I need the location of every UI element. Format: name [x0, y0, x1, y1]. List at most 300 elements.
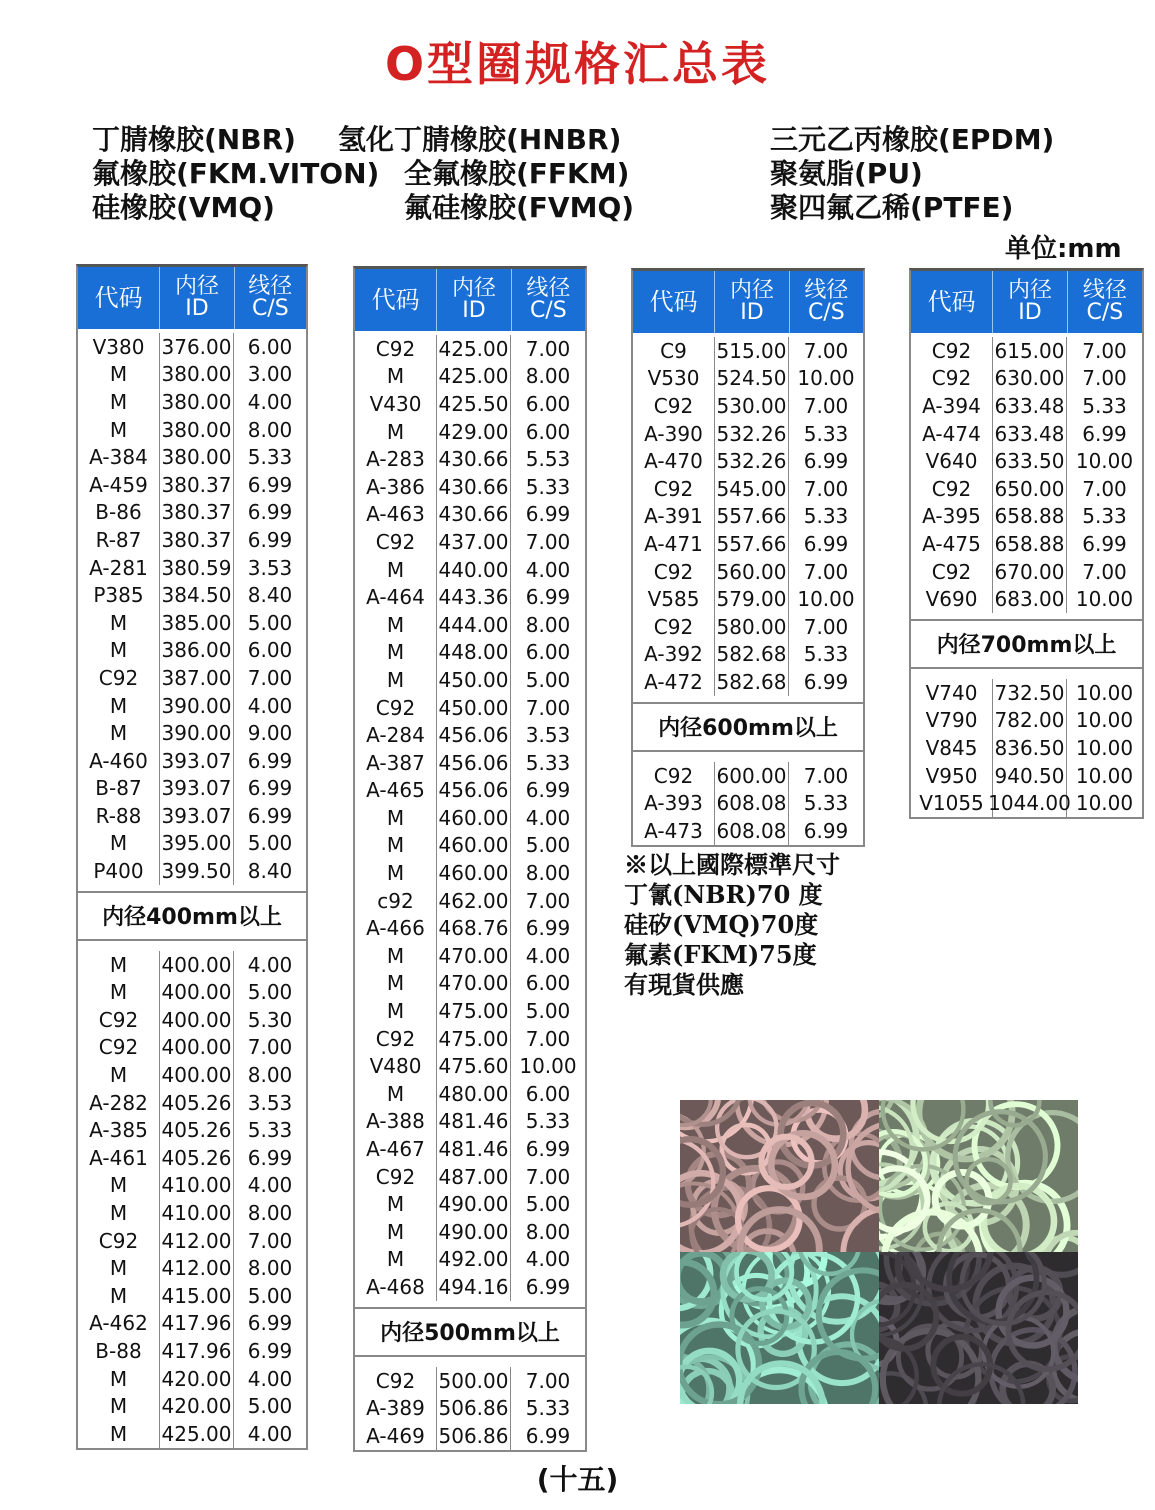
cell-id: 393.07 [160, 775, 234, 803]
spec-table-4 [909, 268, 1144, 819]
table-header [78, 267, 306, 329]
cell-code: M [355, 611, 437, 639]
cell-cs: 7.00 [525, 1026, 571, 1051]
cell-cs: 6.99 [803, 818, 849, 843]
cell-code: M [355, 363, 437, 391]
cell-code: A-469 [355, 1422, 437, 1450]
table-row [78, 471, 306, 499]
cell-code: M [78, 388, 160, 416]
table-row [633, 503, 863, 531]
table-row [633, 641, 863, 669]
cell-id: 376.00 [160, 333, 234, 361]
header-id [437, 269, 511, 331]
table-row [911, 530, 1142, 558]
cell-cs: 5.53 [525, 447, 571, 472]
cell-id: 633.48 [993, 420, 1067, 448]
cell-id: 430.66 [437, 501, 511, 529]
table-row [355, 997, 585, 1025]
section-band: 内径500mm以上 [355, 1307, 585, 1357]
cell-cs: 6.99 [525, 502, 571, 527]
table-row [78, 361, 306, 389]
cell-code: A-461 [78, 1144, 160, 1172]
cell-cs: 4.00 [247, 1366, 293, 1391]
cell-cs: 10.00 [1075, 763, 1134, 788]
page-title: O型圈规格汇总表 [384, 37, 771, 91]
cell-cs: 6.99 [247, 803, 293, 828]
cell-code: M [78, 1199, 160, 1227]
cell-code: C92 [911, 365, 993, 393]
cell-id: 380.37 [160, 499, 234, 527]
note-line: 硅矽(VMQ)70度 [624, 910, 819, 939]
cell-cs: 6.99 [525, 778, 571, 803]
cell-id: 460.00 [437, 804, 511, 832]
cell-id: 1044.00 [988, 791, 1071, 816]
cell-code: M [355, 556, 437, 584]
cell-code: A-394 [911, 392, 993, 420]
cell-id: 506.86 [437, 1394, 511, 1422]
cell-code: C9 [633, 337, 715, 365]
cell-code: C92 [911, 558, 993, 586]
cell-code: A-282 [78, 1089, 160, 1117]
cell-id: 420.00 [160, 1392, 234, 1420]
cell-id: 399.50 [160, 857, 234, 885]
cell-id: 732.50 [993, 679, 1067, 707]
cell-id: 385.00 [160, 609, 234, 637]
spec-table-2 [353, 266, 587, 1452]
table-row [78, 1365, 306, 1393]
header-cs-label: 线径 [804, 278, 849, 303]
table-row [911, 503, 1142, 531]
table-row [78, 499, 306, 527]
table-row [78, 1034, 306, 1062]
table-row [355, 1367, 585, 1395]
cell-code: M [355, 1190, 437, 1218]
table-row [355, 970, 585, 998]
cell-id: 425.00 [437, 335, 511, 363]
table-row [355, 418, 585, 446]
table-row [355, 1394, 585, 1422]
cell-id: 410.00 [160, 1199, 234, 1227]
table-row [78, 1199, 306, 1227]
cell-id: 582.68 [715, 641, 789, 669]
cell-id: 412.00 [160, 1254, 234, 1282]
cell-cs: 6.00 [525, 971, 571, 996]
cell-code: A-284 [355, 721, 437, 749]
cell-id: 500.00 [437, 1367, 511, 1395]
table-row [633, 613, 863, 641]
cell-code: C92 [355, 1367, 437, 1395]
note-line: 氟素(FKM)75度 [624, 940, 817, 969]
cell-code: V430 [355, 390, 437, 418]
cell-code: M [355, 639, 437, 667]
cell-cs: 3.53 [247, 555, 293, 580]
table-row [78, 581, 306, 609]
cell-id: 456.06 [437, 721, 511, 749]
table-row [355, 749, 585, 777]
table-row [355, 1218, 585, 1246]
oring-photo-grid [680, 1100, 1078, 1404]
cell-code: M [355, 666, 437, 694]
cell-id: 393.07 [160, 802, 234, 830]
table-row [78, 1254, 306, 1282]
table-row [355, 1190, 585, 1218]
header-cs-label: 线径 [248, 274, 293, 299]
cell-code: A-393 [633, 789, 715, 817]
cell-code: V845 [911, 734, 993, 762]
material-hnbr: 氢化丁腈橡胶(HNBR) [338, 123, 622, 156]
cell-code: A-459 [78, 471, 160, 499]
cell-cs: 7.00 [803, 614, 849, 639]
cell-cs: 8.00 [247, 1256, 293, 1281]
cell-cs: 7.00 [1082, 476, 1127, 501]
cell-code: M [355, 859, 437, 887]
table-row [911, 447, 1142, 475]
cell-cs: 7.00 [247, 1035, 293, 1060]
material-ptfe: 聚四氟乙稀(PTFE) [770, 191, 1014, 224]
table-row [78, 1420, 306, 1448]
cell-id: 443.36 [437, 583, 511, 611]
material-ffkm: 全氟橡胶(FFKM) [404, 157, 630, 190]
cell-cs: 5.00 [247, 831, 293, 856]
cell-cs: 10.00 [1075, 735, 1134, 760]
cell-id: 448.00 [437, 639, 511, 667]
header-code-label: 代码 [371, 286, 420, 314]
cell-cs: 8.00 [247, 417, 293, 442]
section-band: 内径700mm以上 [911, 619, 1142, 669]
header-id-label: 内径 [174, 274, 219, 299]
cell-id: 425.00 [160, 1420, 234, 1448]
header-code [355, 269, 437, 331]
table-row [355, 639, 585, 667]
cell-code: V380 [78, 333, 160, 361]
cell-id: 836.50 [993, 734, 1067, 762]
table-row [355, 1052, 585, 1080]
table-row [355, 1108, 585, 1136]
note-line: ※以上國際標準尺寸 [624, 850, 840, 879]
cell-id: 390.00 [160, 692, 234, 720]
header-code [633, 271, 715, 333]
cell-code: P385 [78, 581, 160, 609]
cell-id: 650.00 [993, 475, 1067, 503]
header-id-en: ID [1018, 300, 1042, 325]
cell-code: M [355, 1080, 437, 1108]
cell-id: 524.50 [715, 365, 789, 393]
cell-cs: 10.00 [519, 1054, 577, 1079]
cell-code: A-390 [633, 420, 715, 448]
cell-code: A-395 [911, 503, 993, 531]
cell-cs: 6.99 [525, 1274, 571, 1299]
cell-code: M [78, 1254, 160, 1282]
cell-id: 400.00 [160, 1006, 234, 1034]
table-row [78, 1006, 306, 1034]
cell-id: 425.00 [437, 363, 511, 391]
cell-code: R-88 [78, 802, 160, 830]
cell-code: C92 [355, 335, 437, 363]
table-row [355, 694, 585, 722]
cell-code: M [78, 719, 160, 747]
table-row [911, 475, 1142, 503]
cell-code: A-466 [355, 914, 437, 942]
section-band: 内径600mm以上 [633, 702, 863, 752]
cell-code: V690 [911, 585, 993, 613]
cell-cs: 6.99 [525, 916, 571, 941]
cell-id: 410.00 [160, 1172, 234, 1200]
cell-cs: 8.00 [525, 1219, 571, 1244]
cell-code: A-388 [355, 1108, 437, 1136]
cell-cs: 6.00 [525, 1081, 571, 1106]
cell-cs: 6.99 [525, 1423, 571, 1448]
cell-id: 400.00 [160, 978, 234, 1006]
table-row [355, 942, 585, 970]
page-number: (十五) [536, 1463, 619, 1496]
cell-cs: 4.00 [525, 557, 571, 582]
cell-cs: 7.00 [525, 529, 571, 554]
cell-code: C92 [633, 762, 715, 790]
cell-code: A-387 [355, 749, 437, 777]
header-code [78, 267, 160, 329]
cell-cs: 6.99 [247, 748, 293, 773]
header-id-label: 内径 [1007, 278, 1052, 303]
cell-code: C92 [911, 337, 993, 365]
cell-code: V585 [633, 585, 715, 613]
cell-cs: 6.99 [1082, 531, 1127, 556]
cell-code: M [78, 416, 160, 444]
material-nbr: 丁腈橡胶(NBR) [92, 123, 296, 156]
table-row [78, 1337, 306, 1365]
cell-cs: 7.00 [1082, 366, 1127, 391]
table-row [355, 390, 585, 418]
table-row [633, 558, 863, 586]
cell-code: C92 [633, 613, 715, 641]
table-row [633, 337, 863, 365]
header-id [715, 271, 789, 333]
header-code-label: 代码 [649, 288, 698, 316]
table-row [911, 762, 1142, 790]
cell-cs: 7.00 [525, 695, 571, 720]
table-row [78, 775, 306, 803]
table-row [355, 1080, 585, 1108]
cell-code: V480 [355, 1052, 437, 1080]
cell-cs: 7.00 [247, 1228, 293, 1253]
cell-id: 515.00 [715, 337, 789, 365]
cell-id: 670.00 [993, 558, 1067, 586]
cell-cs: 7.00 [803, 338, 849, 363]
cell-id: 460.00 [437, 859, 511, 887]
cell-cs: 6.99 [247, 500, 293, 525]
cell-code: M [78, 1365, 160, 1393]
cell-id: 380.00 [160, 443, 234, 471]
cell-code: M [355, 832, 437, 860]
table-row [633, 817, 863, 845]
cell-code: M [355, 997, 437, 1025]
cell-cs: 5.33 [525, 474, 571, 499]
cell-id: 437.00 [437, 528, 511, 556]
cell-id: 456.06 [437, 777, 511, 805]
cell-id: 683.00 [993, 585, 1067, 613]
cell-code: B-87 [78, 775, 160, 803]
cell-cs: 4.00 [247, 693, 293, 718]
header-id [993, 271, 1067, 333]
table-row [355, 1025, 585, 1053]
cell-id: 532.26 [715, 420, 789, 448]
cell-cs: 7.00 [525, 888, 571, 913]
cell-id: 417.96 [160, 1337, 234, 1365]
cell-cs: 4.00 [247, 952, 293, 977]
cell-cs: 6.99 [247, 472, 293, 497]
cell-code: A-470 [633, 447, 715, 475]
cell-code: C92 [911, 475, 993, 503]
cell-cs: 8.00 [525, 612, 571, 637]
table-row [911, 789, 1142, 817]
cell-cs: 8.00 [525, 861, 571, 886]
header-code-label: 代码 [94, 284, 143, 312]
note-line: 丁氰(NBR)70 度 [624, 880, 823, 909]
cell-cs: 10.00 [1075, 791, 1134, 816]
cell-id: 390.00 [160, 719, 234, 747]
table-row [78, 1061, 306, 1089]
cell-code: A-392 [633, 641, 715, 669]
cell-cs: 5.33 [803, 791, 849, 816]
cell-code: A-283 [355, 445, 437, 473]
cell-cs: 6.00 [525, 640, 571, 665]
cell-cs: 8.00 [525, 364, 571, 389]
table-row [78, 1227, 306, 1255]
cell-cs: 8.00 [247, 1063, 293, 1088]
cell-id: 400.00 [160, 951, 234, 979]
cell-id: 582.68 [715, 668, 789, 696]
cell-id: 580.00 [715, 613, 789, 641]
table-header [911, 271, 1142, 333]
table-row [633, 762, 863, 790]
table-row [355, 473, 585, 501]
header-cs-en: C/S [529, 298, 567, 323]
table-row [633, 392, 863, 420]
cell-code: M [355, 418, 437, 446]
cell-code: V530 [633, 365, 715, 393]
cell-id: 412.00 [160, 1227, 234, 1255]
cell-cs: 7.00 [803, 763, 849, 788]
unit-label: 单位:mm [1005, 234, 1122, 264]
cell-id: 380.00 [160, 388, 234, 416]
cell-id: 444.00 [437, 611, 511, 639]
cell-id: 560.00 [715, 558, 789, 586]
cell-code: C92 [78, 1227, 160, 1255]
cell-id: 481.46 [437, 1108, 511, 1136]
table-row [78, 857, 306, 885]
table-row [633, 668, 863, 696]
cell-id: 615.00 [993, 337, 1067, 365]
cell-cs: 4.00 [525, 943, 571, 968]
cell-id: 557.66 [715, 503, 789, 531]
header-cs-label: 线径 [526, 276, 571, 301]
cell-code: M [78, 951, 160, 979]
cell-cs: 3.53 [525, 723, 571, 748]
cell-code: A-391 [633, 503, 715, 531]
cell-cs: 7.00 [525, 1368, 571, 1393]
cell-code: M [355, 804, 437, 832]
material-fkm: 氟橡胶(FKM.VITON) [92, 157, 380, 190]
cell-id: 387.00 [160, 664, 234, 692]
cell-code: A-464 [355, 583, 437, 611]
cell-cs: 5.00 [525, 667, 571, 692]
cell-id: 384.50 [160, 581, 234, 609]
table-row [355, 914, 585, 942]
cell-cs: 6.00 [525, 419, 571, 444]
cell-cs: 8.40 [247, 583, 293, 608]
cell-id: 940.50 [993, 762, 1067, 790]
cell-id: 492.00 [437, 1246, 511, 1274]
section-band: 内径400mm以上 [78, 891, 306, 941]
cell-id: 782.00 [993, 707, 1067, 735]
table-row [911, 392, 1142, 420]
header-id-en: ID [185, 296, 209, 321]
stock-note [624, 850, 840, 1000]
cell-id: 494.16 [437, 1273, 511, 1301]
cell-cs: 8.40 [247, 859, 293, 884]
table-row [355, 583, 585, 611]
cell-code: C92 [355, 694, 437, 722]
table-row [355, 887, 585, 915]
table-row [355, 1273, 585, 1301]
table-row [633, 447, 863, 475]
table-header [633, 271, 863, 333]
table-row [633, 585, 863, 613]
cell-cs: 6.99 [247, 1311, 293, 1336]
header-cs [512, 269, 585, 331]
cell-cs: 6.99 [247, 776, 293, 801]
cell-code: M [78, 1420, 160, 1448]
header-id-label: 内径 [729, 278, 774, 303]
table-row [355, 445, 585, 473]
cell-cs: 4.00 [247, 1421, 293, 1446]
cell-cs: 5.00 [525, 833, 571, 858]
cell-id: 487.00 [437, 1163, 511, 1191]
cell-code: M [78, 637, 160, 665]
cell-code: A-389 [355, 1394, 437, 1422]
cell-code: M [78, 978, 160, 1006]
cell-id: 380.59 [160, 554, 234, 582]
table-row [355, 501, 585, 529]
table-row [78, 1089, 306, 1117]
header-id [160, 267, 234, 329]
table-row [355, 1246, 585, 1274]
cell-id: 405.26 [160, 1089, 234, 1117]
table-row [355, 363, 585, 391]
cell-id: 400.00 [160, 1061, 234, 1089]
table-row [78, 978, 306, 1006]
header-id-en: ID [462, 298, 486, 323]
cell-id: 633.50 [993, 447, 1067, 475]
cell-cs: 8.00 [247, 1201, 293, 1226]
cell-id: 462.00 [437, 887, 511, 915]
cell-cs: 10.00 [1075, 708, 1134, 733]
cell-code: M [355, 1218, 437, 1246]
table-row [78, 747, 306, 775]
table-row [633, 420, 863, 448]
cell-id: 460.00 [437, 832, 511, 860]
cell-code: A-467 [355, 1135, 437, 1163]
table-row [78, 637, 306, 665]
cell-code: C92 [78, 664, 160, 692]
cell-id: 475.00 [437, 997, 511, 1025]
table-row [633, 530, 863, 558]
cell-cs: 7.00 [803, 476, 849, 501]
header-cs-label: 线径 [1082, 278, 1127, 303]
cell-cs: 10.00 [1075, 587, 1134, 612]
header-code [911, 271, 993, 333]
cell-code: A-472 [633, 668, 715, 696]
cell-code: A-475 [911, 530, 993, 558]
